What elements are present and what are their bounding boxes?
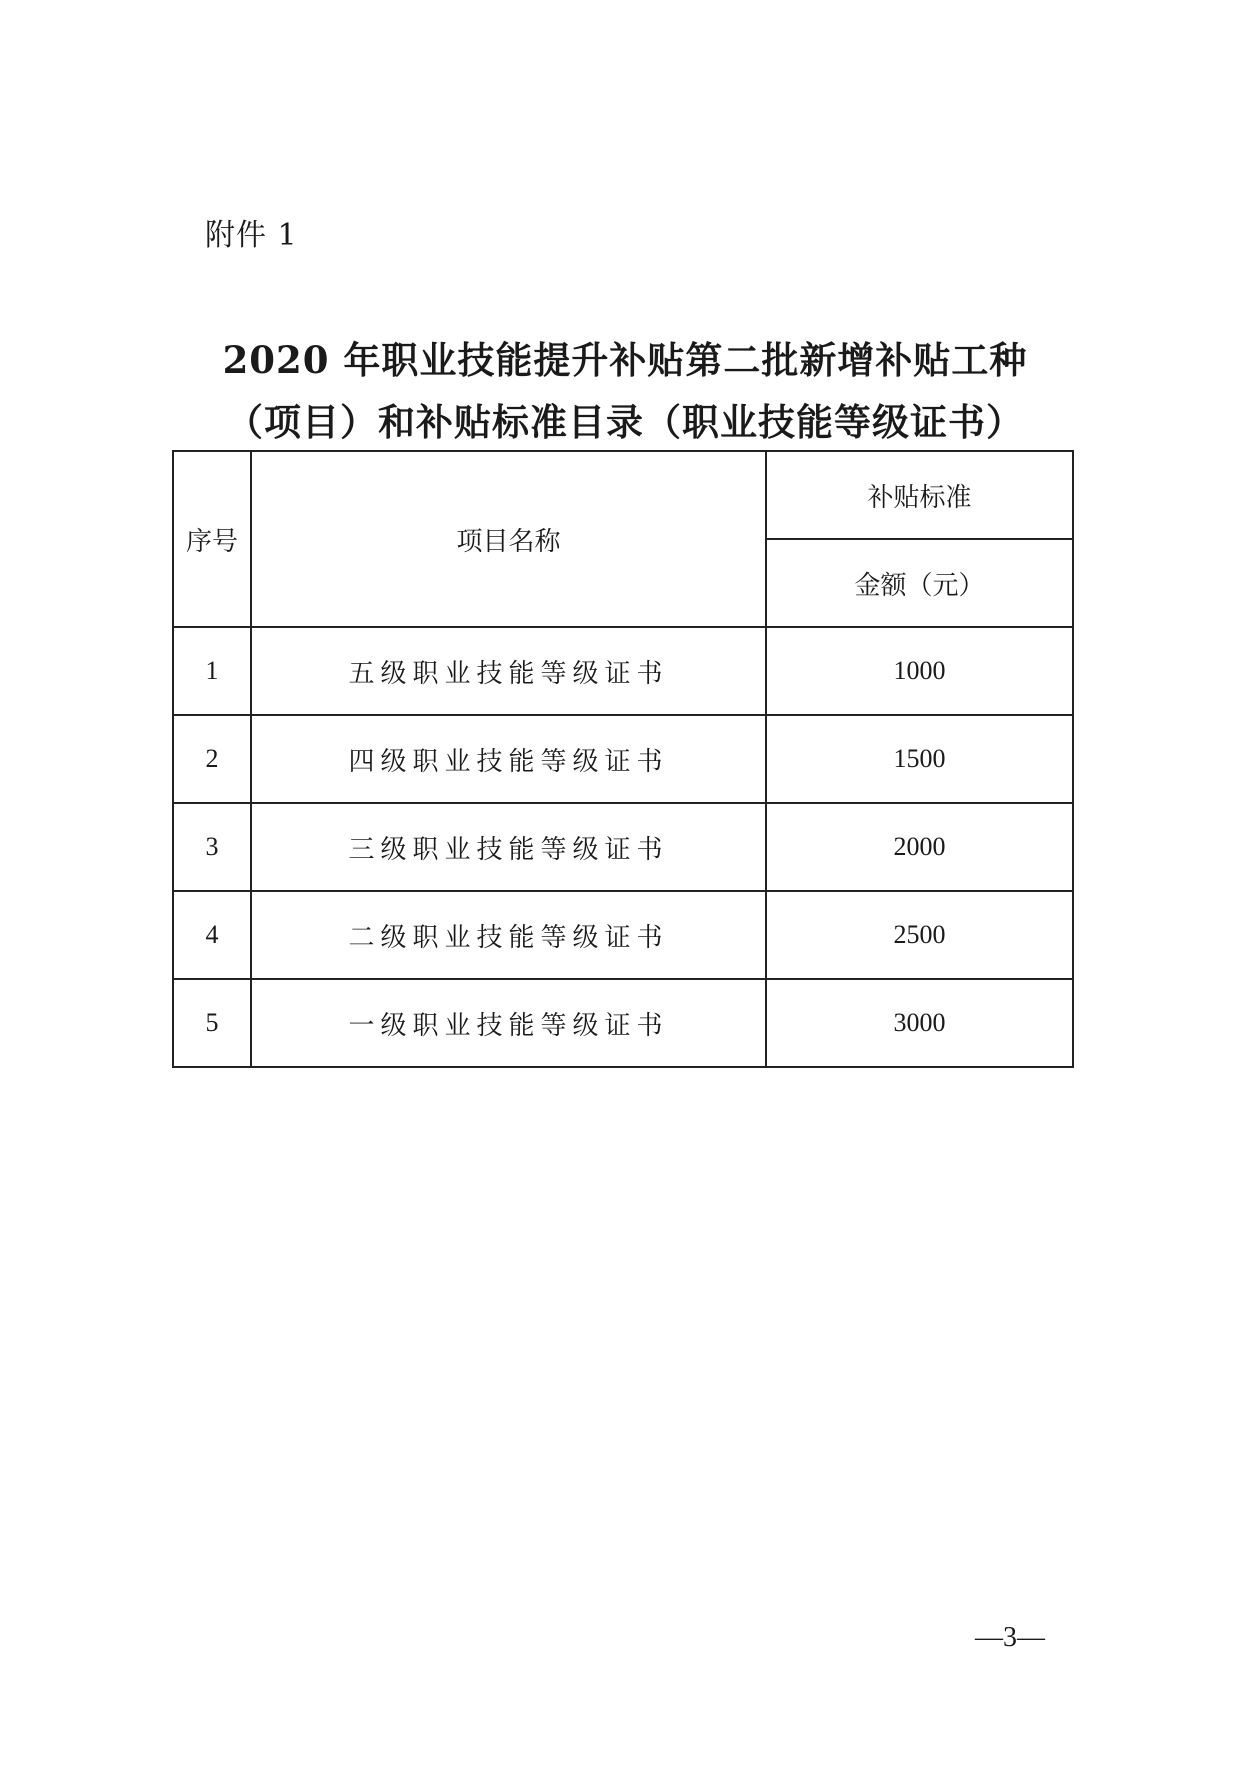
- header-standard: 补贴标准: [766, 451, 1073, 539]
- table-header-row: [173, 451, 1073, 539]
- table-row: [173, 715, 1073, 803]
- row-amount: 2000: [766, 803, 1073, 891]
- row-name: 五级职业技能等级证书: [251, 627, 766, 715]
- row-name: 二级职业技能等级证书: [251, 891, 766, 979]
- row-amount: 1000: [766, 627, 1073, 715]
- row-amount: 3000: [766, 979, 1073, 1067]
- row-no: 4: [173, 891, 251, 979]
- row-name: 三级职业技能等级证书: [251, 803, 766, 891]
- attachment-label: 附件 1: [205, 218, 298, 253]
- page-number: —3—: [975, 1622, 1045, 1653]
- table-row: [173, 803, 1073, 891]
- row-no: 2: [173, 715, 251, 803]
- subsidy-table: [172, 450, 1074, 1068]
- row-name: 一级职业技能等级证书: [251, 979, 766, 1067]
- row-no: 1: [173, 627, 251, 715]
- header-no: 序号: [173, 451, 251, 627]
- header-amount: 金额（元）: [766, 539, 1073, 627]
- header-name: 项目名称: [251, 451, 766, 627]
- row-amount: 2500: [766, 891, 1073, 979]
- row-amount: 1500: [766, 715, 1073, 803]
- document-title-line-1: 2020 年职业技能提升补贴第二批新增补贴工种: [222, 338, 1028, 382]
- document-title-line-2: （项目）和补贴标准目录（职业技能等级证书）: [226, 400, 1024, 444]
- table-row: [173, 627, 1073, 715]
- row-no: 3: [173, 803, 251, 891]
- table-row: [173, 979, 1073, 1067]
- row-no: 5: [173, 979, 251, 1067]
- row-name: 四级职业技能等级证书: [251, 715, 766, 803]
- table-row: [173, 891, 1073, 979]
